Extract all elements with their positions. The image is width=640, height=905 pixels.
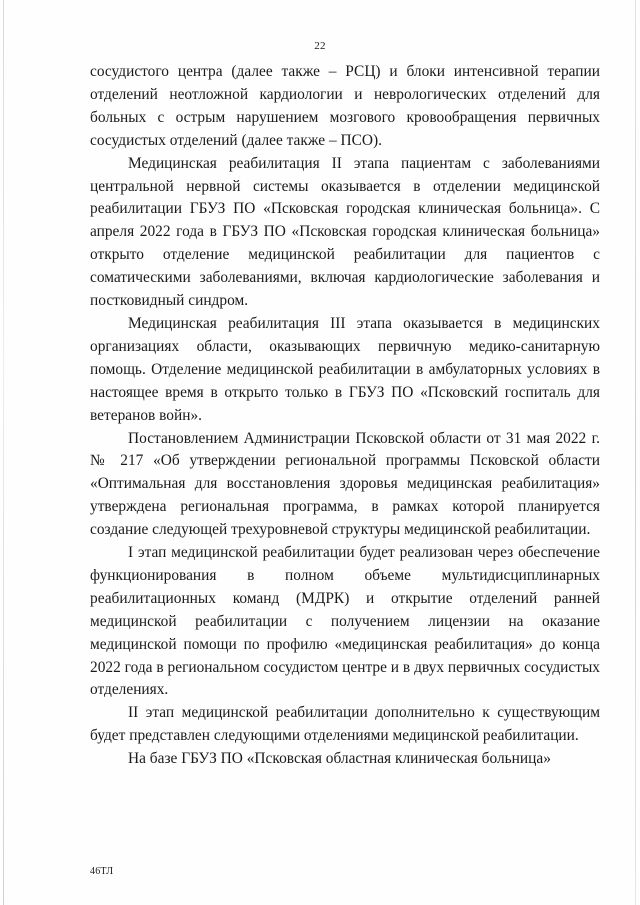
paragraph: Медицинская реабилитация II этапа пациентам с заболеваниями центральной нервной системы оказывается в отделении медицинской реабилитации ГБУЗ ПО «Псковская городская клиническая больница». С апреля 2022 года в ГБУЗ ПО «Псковская городская клиническая больница» открыто отделение медицинской реабилитации для пациентов с соматическими заболеваниями, включая кардиологические заболевания и постковидный синдром. [90, 154, 600, 310]
paragraph: Постановлением Администрации Псковской области от 31 мая 2022 г. № 217 «Об утверждении региональной программы Псковской области «Оптимальная для восстановления здоровья медицинская реабилитация» утверждена региональная программа, в рамках которой планируется создание следующей трехуровневой структуры медицинской реабилитации. [90, 429, 600, 539]
paragraph: I этап медицинской реабилитации будет реализован через обеспечение функционирования в полном объеме мультидисциплинарных реабилитационных команд (МДРК) и открытие отделений ранней медицинской реабилитации с получением лицензии на оказание медицинской помощи по профилю «медицинская реабилитация» до конца 2022 года в региональном сосудистом центре и в двух первичных сосудистых отделениях. [90, 544, 600, 699]
paragraph: На базе ГБУЗ ПО «Псковская областная клиническая больница» [128, 750, 551, 768]
scan-edge-left [3, 0, 4, 905]
scan-edge-right [635, 0, 636, 905]
paragraph: Медицинская реабилитация III этапа оказывается в медицинских организациях области, оказывающих первичную медико-санитарную помощь. Отделение медицинской реабилитации в амбулаторных условиях в настоящее время в открыто только в ГБУЗ ПО «Псковский госпиталь для ветеранов войн». [90, 314, 600, 424]
paragraph: II этап медицинской реабилитации дополнительно к существующим будет представлен следующими отделениями медицинской реабилитации. [90, 704, 600, 745]
page-number: 22 [314, 40, 326, 52]
paragraph: сосудистого центра (далее также – РСЦ) и блоки интенсивной терапии отделений неотложной кардиологии и неврологических отделений для больных с острым нарушением мозгового кровообращения первичных сосудистых отделений (далее также – ПСО). [90, 63, 600, 149]
document-body [90, 61, 600, 771]
document-code: 46ТЛ [90, 866, 114, 877]
